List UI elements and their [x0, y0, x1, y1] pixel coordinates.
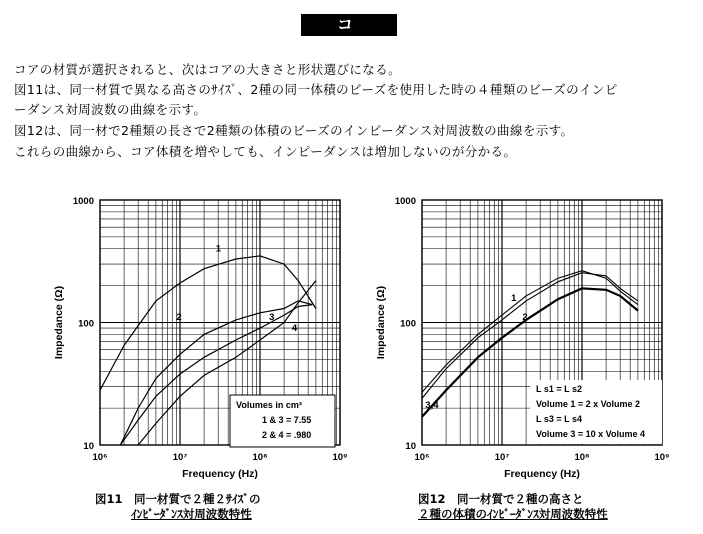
legend-line: 1 & 3 = 7.55 [262, 415, 312, 425]
figure-12-caption-line-2: ２種の体積のｲﾝﾋﾟｰﾀﾞﾝｽ対周波数特性 [418, 507, 608, 521]
figure-12-caption [418, 492, 608, 522]
y-tick-label: 1000 [72, 196, 94, 207]
x-tick-label: 10⁸ [574, 452, 590, 463]
legend-line: Volume 3 = 10 x Volume 4 [536, 429, 645, 439]
series-label-2: 2 [176, 311, 182, 323]
figure-11-caption-line-2: ｲﾝﾋﾟｰﾀﾞﾝｽ対周波数特性 [131, 507, 252, 521]
x-tick-label: 10⁹ [332, 452, 348, 463]
section-title: コ ア [301, 14, 397, 36]
y-tick-label: 100 [400, 318, 416, 330]
body-line-3: ーダンス対周波数の曲線を示す。 [14, 102, 207, 117]
figure-12-caption-line-1: 図12 同一材質で２種の高さと [418, 492, 584, 506]
series-label-1: 1 [215, 243, 222, 255]
legend-line: Volumes in cm³ [236, 400, 302, 410]
series-label-3: 3 [269, 311, 275, 323]
legend-line: L s1 = L s2 [536, 384, 582, 394]
body-line-5: これらの曲線から、コア体積を増やしても、インピーダンスは増加しないのが分かる。 [14, 144, 517, 159]
figure-12-chart [362, 188, 682, 483]
legend-line: 2 & 4 = .980 [262, 430, 312, 440]
body-line-4: 図12は、同一材で2種類の長さで2種類の体積のビーズのインピーダンス対周波数の曲線を示す。 [14, 123, 574, 138]
y-axis-label: Impedance (Ω) [53, 285, 65, 360]
x-tick-label: 10⁸ [252, 452, 268, 463]
legend-line: L s3 = L s4 [536, 414, 582, 424]
figure-11-chart [40, 188, 360, 483]
series-label-3-4: 3,4 [425, 400, 439, 412]
x-tick-label: 10⁷ [494, 452, 510, 463]
legend-line: Volume 1 = 2 x Volume 2 [536, 399, 640, 409]
figure-11-caption [95, 492, 261, 522]
figure-11-caption-line-1: 図11 同一材質で２種２ｻｲｽﾞの [95, 492, 261, 506]
series-label-1: 1 [511, 292, 517, 304]
body-line-2: 図11は、同一材質で異なる高さのｻｲｽﾞ、2種の同一体積のビーズを使用した時の４種類のビーズのインピ [14, 82, 618, 97]
x-axis-label: Frequency (Hz) [504, 468, 580, 480]
series-line-2 [422, 273, 638, 399]
x-tick-label: 10⁶ [92, 452, 108, 463]
x-tick-label: 10⁷ [172, 452, 188, 463]
x-axis-label: Frequency (Hz) [182, 468, 258, 480]
y-tick-label: 10 [405, 441, 416, 452]
y-tick-label: 10 [83, 441, 94, 452]
series-label-2: 2 [522, 311, 528, 323]
series-label-4: 4 [291, 323, 298, 335]
x-tick-label: 10⁶ [414, 452, 430, 463]
y-axis-label: Impedance (Ω) [375, 285, 387, 360]
x-tick-label: 10⁹ [654, 452, 670, 463]
body-line-1: コアの材質が選択されると、次はコアの大きさと形状選びになる。 [14, 62, 402, 77]
y-tick-label: 100 [78, 318, 94, 330]
y-tick-label: 1000 [394, 196, 416, 207]
